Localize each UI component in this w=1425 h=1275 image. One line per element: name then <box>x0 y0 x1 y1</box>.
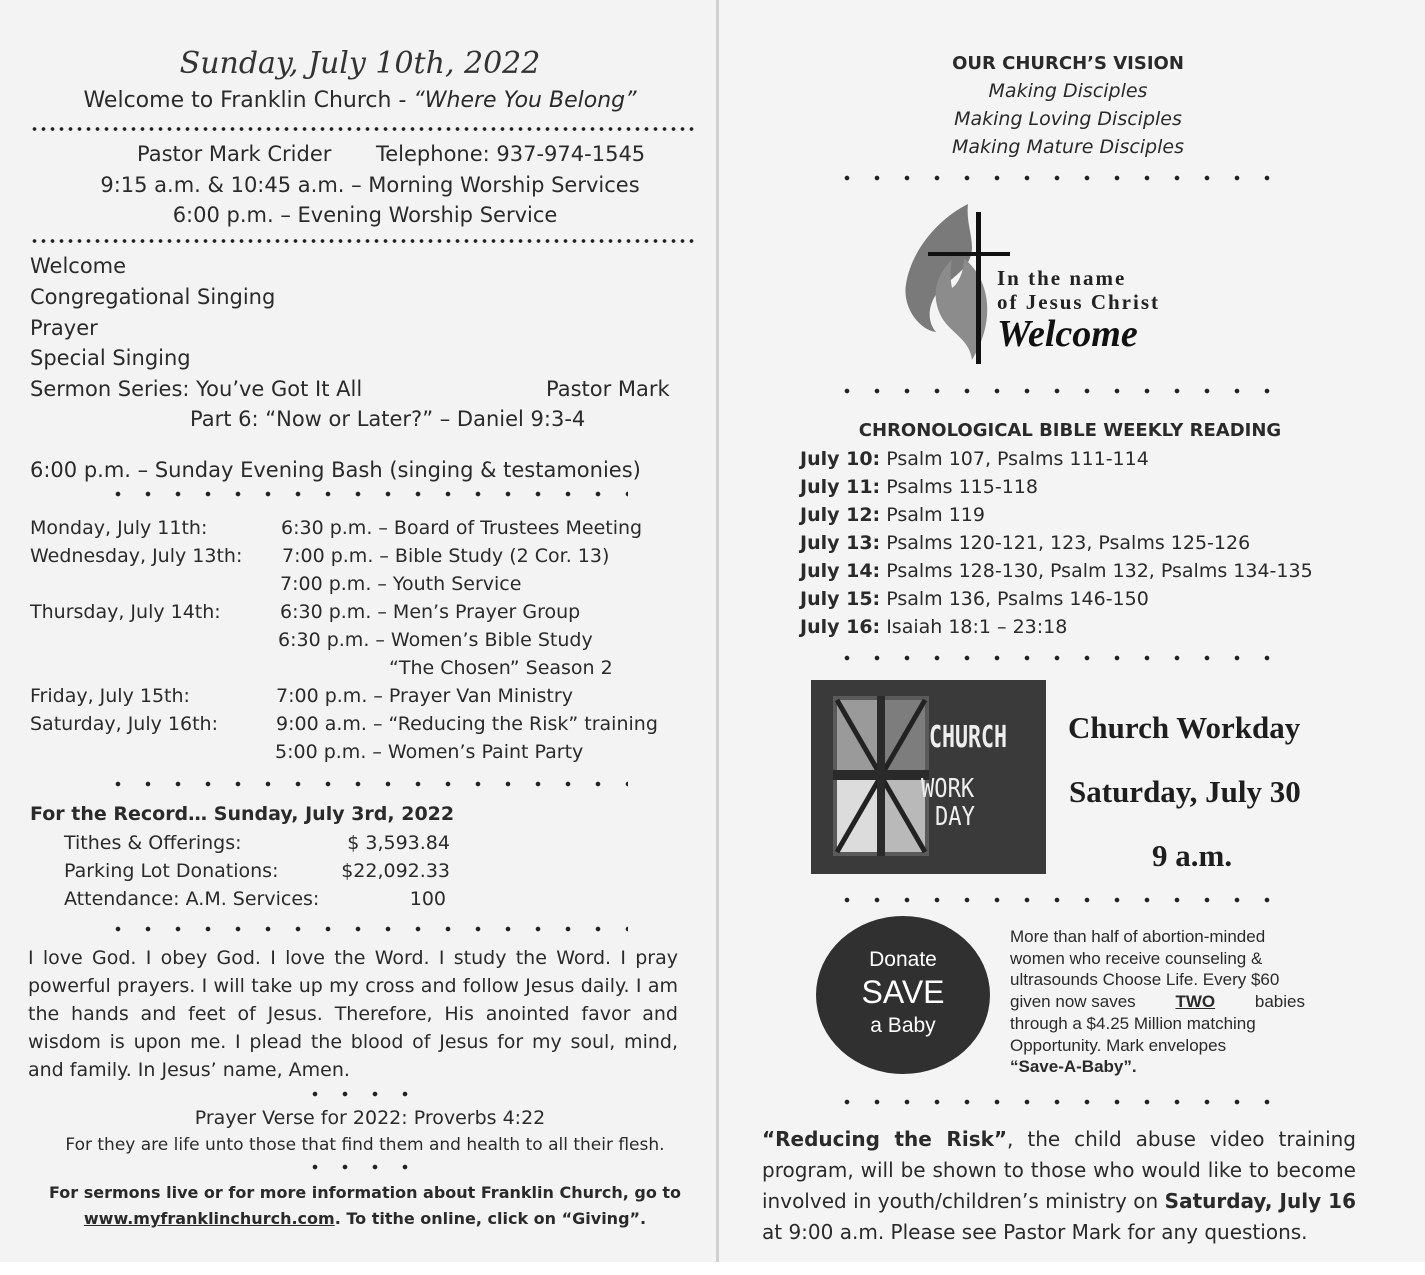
risk-text-end: at 9:00 a.m. Please see Pastor Mark for any questions. <box>762 1220 1308 1244</box>
declaration-paragraph: I love God. I obey God. I love the Word. I study the Word. I pray powerful prayers. I will take up my cross and follow Jesus daily. I am the hands and feet of Jesus. Therefore, His anointed favor and wisdom is upon me. I plead the blood of Jesus for my soul, mind, and family. In Jesus’ name, Amen. <box>28 947 678 1081</box>
schedule-event: 6:30 p.m. – Women’s Bible Study <box>278 629 593 651</box>
workday-stained-glass-icon <box>833 696 929 856</box>
schedule-day: Friday, July 15th: <box>30 685 190 707</box>
divider <box>30 237 695 245</box>
save-two: TWO <box>1175 992 1216 1012</box>
page-fold <box>716 0 719 1275</box>
reading-row <box>800 476 1038 498</box>
record-value: $ 3,593.84 <box>347 832 450 854</box>
sermon-speaker: Pastor Mark <box>546 377 670 401</box>
divider <box>103 490 628 498</box>
save-text-line: More than half of abortion-minded <box>1010 927 1266 946</box>
divider <box>300 1090 425 1098</box>
reducing-the-risk-paragraph <box>762 1124 1356 1248</box>
scan-bottom-margin <box>0 1262 1425 1275</box>
reading-date: July 15: <box>800 588 881 610</box>
order-item: Welcome <box>30 254 127 278</box>
footer-tithe-text: . To tithe online, click on “Giving”. <box>334 1209 647 1228</box>
save-given-a: given now saves <box>1010 992 1136 1012</box>
risk-title: “Reducing the Risk” <box>762 1127 1008 1151</box>
reading-row <box>800 616 1067 638</box>
reading-row <box>800 532 1250 554</box>
reading-date: July 10: <box>800 448 881 470</box>
schedule-event: 7:00 p.m. – Prayer Van Ministry <box>276 685 573 707</box>
welcome-prefix: Welcome to Franklin Church - <box>83 88 414 113</box>
schedule-day: Saturday, July 16th: <box>30 713 218 735</box>
record-value: 100 <box>409 888 446 910</box>
prayer-verse-text: For they are life unto those that find them and health to all their flesh. <box>65 1135 665 1155</box>
order-item: Congregational Singing <box>30 285 276 309</box>
vision-line: Making Mature Disciples <box>952 136 1184 158</box>
a-baby-label: a Baby <box>870 1014 936 1037</box>
reading-date: July 12: <box>800 504 881 526</box>
reading-row <box>800 504 985 526</box>
schedule-event: 7:00 p.m. – Youth Service <box>280 573 522 595</box>
reading-row <box>800 588 1149 610</box>
reading-passage: Psalm 107, Psalms 111-114 <box>880 448 1149 470</box>
prayer-verse-title: Prayer Verse for 2022: Proverbs 4:22 <box>194 1107 546 1129</box>
divider <box>103 780 628 788</box>
workday-image-text-2: WORK <box>921 774 975 804</box>
save-given-b: babies <box>1254 992 1305 1012</box>
reading-title: CHRONOLOGICAL BIBLE WEEKLY READING <box>858 420 1282 441</box>
reading-passage: Psalms 115-118 <box>880 476 1038 498</box>
save-label: SAVE <box>861 974 945 1010</box>
morning-services: 9:15 a.m. & 10:45 a.m. – Morning Worship Services <box>100 173 640 197</box>
schedule-event: 7:00 p.m. – Bible Study (2 Cor. 13) <box>282 545 610 567</box>
record-value: $22,092.33 <box>341 860 450 882</box>
schedule-day: Monday, July 11th: <box>30 517 208 539</box>
save-text-line: through a $4.25 Million matching <box>1010 1013 1256 1033</box>
sermon-series: Sermon Series: You’ve Got It All <box>30 377 363 401</box>
cross-flame-logo <box>900 200 1010 370</box>
divider <box>300 1163 425 1171</box>
schedule-event: 6:30 p.m. – Board of Trustees Meeting <box>281 517 643 539</box>
pastor-name: Pastor Mark Crider <box>137 142 332 166</box>
save-text-line <box>1010 991 1305 1013</box>
schedule-event: 5:00 p.m. – Women’s Paint Party <box>275 741 584 763</box>
record-label: Parking Lot Donations: <box>64 860 279 882</box>
schedule-event: 6:30 p.m. – Men’s Prayer Group <box>280 601 581 623</box>
donate-save-a-baby-badge <box>816 916 990 1074</box>
logo-welcome: Welcome <box>997 313 1138 355</box>
reading-date: July 14: <box>800 560 881 582</box>
reading-row <box>800 560 1313 582</box>
reading-date: July 11: <box>800 476 881 498</box>
workday-title: Church Workday <box>1068 710 1301 745</box>
sermon-part: Part 6: “Now or Later?” – Daniel 9:3-4 <box>190 407 586 431</box>
save-text-line: ultrasounds Choose Life. Every $60 <box>1010 970 1280 990</box>
workday-image-text-3: DAY <box>935 802 975 832</box>
divider <box>832 387 1292 395</box>
reading-passage: Psalms 120-121, 123, Psalms 125-126 <box>880 532 1251 554</box>
logo-text-line-2: of Jesus Christ <box>997 290 1161 314</box>
reading-date: July 16: <box>800 616 881 638</box>
reading-date: July 13: <box>800 532 881 554</box>
order-item: Prayer <box>30 316 98 340</box>
save-a-baby-text <box>1010 926 1305 1078</box>
schedule-event: 9:00 a.m. – “Reducing the Risk” training <box>276 713 658 735</box>
workday-date: Saturday, July 30 <box>1069 774 1301 809</box>
record-label: Tithes & Offerings: <box>64 832 242 854</box>
church-workday-image <box>811 680 1046 874</box>
schedule-event: “The Chosen” Season 2 <box>389 657 613 679</box>
workday-time: 9 a.m. <box>1152 838 1233 873</box>
reading-passage: Psalm 119 <box>880 504 985 526</box>
order-item: Special Singing <box>30 346 191 370</box>
divider <box>832 1098 1292 1106</box>
divider <box>30 125 695 133</box>
divider <box>832 174 1292 182</box>
welcome-line <box>40 88 680 113</box>
reading-passage: Isaiah 18:1 – 23:18 <box>880 616 1068 638</box>
reading-passage: Psalms 128-130, Psalm 132, Psalms 134-135 <box>880 560 1313 582</box>
record-label: Attendance: A.M. Services: <box>64 888 320 910</box>
telephone: Telephone: 937-974-1545 <box>376 142 646 166</box>
footer-line-1: For sermons live or for more information about Franklin Church, go to <box>48 1183 682 1202</box>
evening-service: 6:00 p.m. – Evening Worship Service <box>172 203 558 227</box>
risk-date: Saturday, July 16 <box>1164 1189 1357 1213</box>
evening-bash: 6:00 p.m. – Sunday Evening Bash (singing & testamonies) <box>30 458 641 482</box>
risk-text: , the child abuse video training program, will be shown to those who would like to become involved in youth/children’s ministry on <box>762 1127 1356 1213</box>
divider <box>832 654 1292 662</box>
website-link[interactable]: www.myfranklinchurch.com <box>83 1209 335 1228</box>
schedule-day: Wednesday, July 13th: <box>30 545 243 567</box>
vision-line: Making Loving Disciples <box>954 108 1182 130</box>
footer-line-2 <box>20 1209 710 1228</box>
save-text-line: Opportunity. Mark envelopes <box>1010 1035 1227 1055</box>
schedule-day: Thursday, July 14th: <box>30 601 221 623</box>
divider <box>832 896 1292 904</box>
record-title: For the Record… Sunday, July 3rd, 2022 <box>30 803 455 825</box>
workday-image-text-1: CHURCH <box>929 720 1008 755</box>
save-envelope-name: “Save-A-Baby”. <box>1010 1057 1137 1077</box>
vision-line: Making Disciples <box>988 80 1148 102</box>
logo-text-line-1: In the name <box>997 266 1127 290</box>
welcome-tagline: “Where You Belong” <box>413 88 637 113</box>
save-text-line: women who receive counseling & <box>1010 948 1263 968</box>
donate-label: Donate <box>869 948 937 971</box>
reading-passage: Psalm 136, Psalms 146-150 <box>880 588 1149 610</box>
divider <box>103 925 628 933</box>
reading-row <box>800 448 1149 470</box>
date-title: Sunday, July 10th, 2022 <box>179 46 541 81</box>
vision-title: OUR CHURCH’S VISION <box>952 53 1184 74</box>
